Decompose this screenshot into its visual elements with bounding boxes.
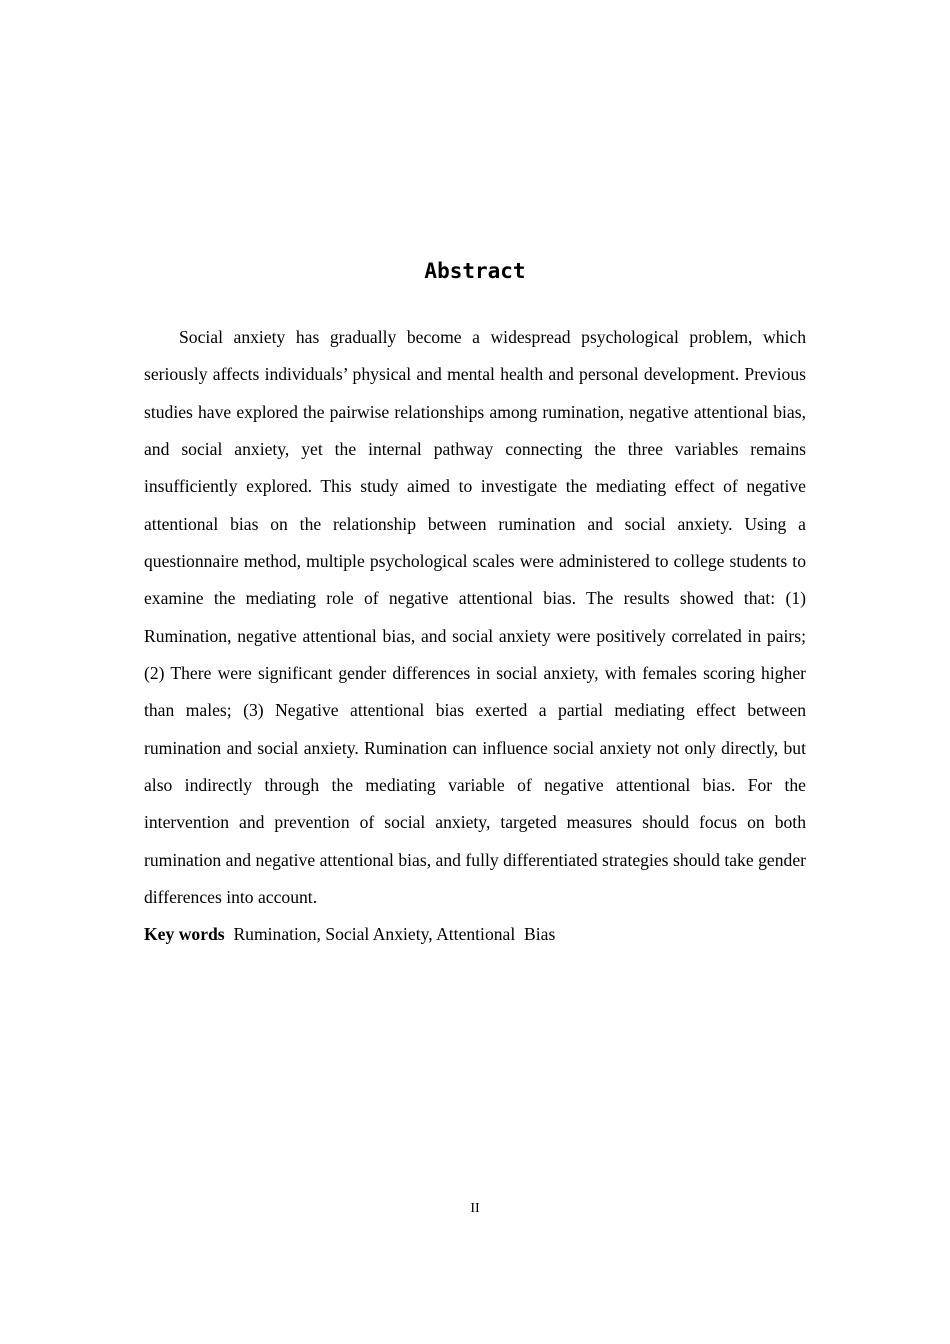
- keywords-label: Key words: [144, 924, 225, 944]
- keywords-line: [144, 919, 806, 949]
- page-number: II: [470, 1201, 480, 1216]
- keywords-value: Rumination, Social Anxiety, Attentional Bias: [233, 924, 556, 944]
- abstract-paragraph: Social anxiety has gradually become a widespread psychological problem, which seriously affects individuals’ physical and mental health and personal development. Previous studies have explored the pairwise relationships among rumination, negative attentional bias, and social anxiety, yet the internal pathway connecting the three variables remains insufficiently explored. This study aimed to investigate the mediating effect of negative attentional bias on the relationship between rumination and social anxiety. Using a questionnaire method, multiple psychological scales were administered to college students to examine the mediating role of negative attentional bias. The results showed that: (1) Rumination, negative attentional bias, and social anxiety were positively correlated in pairs; (2) There were significant gender differences in social anxiety, with females scoring higher than males; (3) Negative attentional bias exerted a partial mediating effect between rumination and social anxiety. Rumination can influence social anxiety not only directly, but also indirectly through the mediating variable of negative attentional bias. For the intervention and prevention of social anxiety, targeted measures should focus on both rumination and negative attentional bias, and fully differentiated strategies should take gender differences into account.: [144, 327, 806, 908]
- page-title: Abstract: [424, 259, 526, 283]
